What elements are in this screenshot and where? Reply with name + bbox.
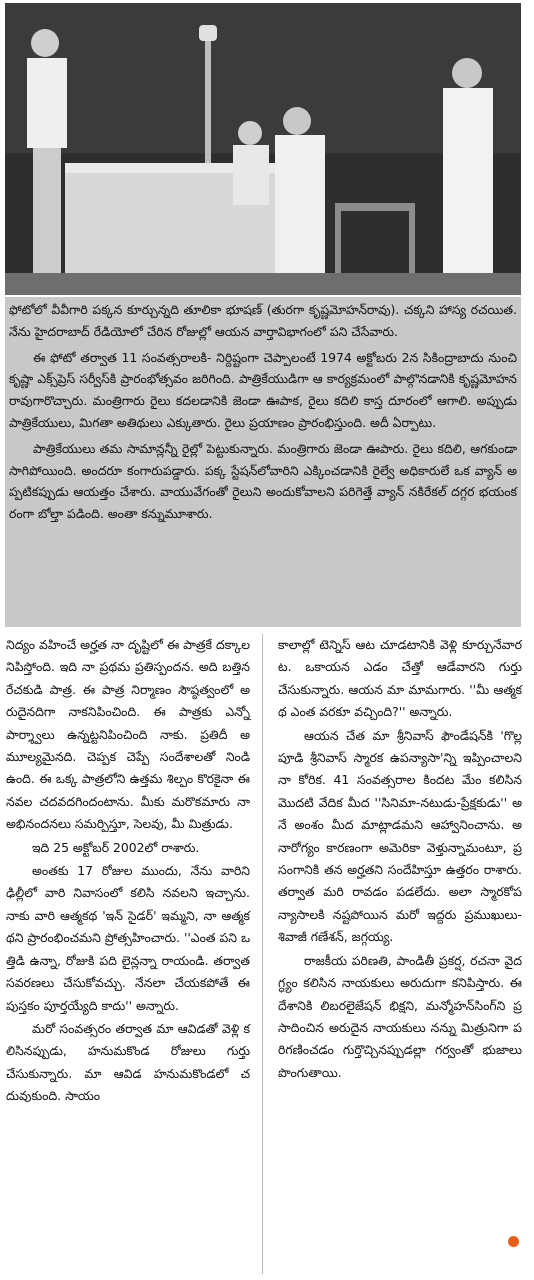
photo-group-on-stage	[5, 3, 521, 295]
caption-paragraph: పాత్రికేయులు తమ సామాన్లన్నీ రైల్లో పెట్టుకున్నారు. మంత్రిగారు జెండా ఊపారు. రైలు కదిలి, ఆగకుండా సాగిపోయింది. అందరూ కంగారుపడ్డారు. పక్క స్టేషన్‌లోవారిని ఎక్కించడానికి రైల్వే అధికారులే ఒక వ్యాన్ అప్పటికప్పుడు ఆయత్తం చేశారు. వాయువేగంతో రైలుని అందుకోవాలని పరిగెత్తే వ్యాన్ నకిరేకల్ దగ్గర భయంకరంగా బోల్తా పడింది. అంతా కన్నుమూశారు.	[9, 440, 517, 522]
left-column	[6, 634, 250, 1109]
body-paragraph: మరో సంవత్సరం తర్వాత మా ఆవిడతో వెళ్లి కలిసినప్పుడు, హనుమకొండ రోజులు గుర్తు చేసుకున్నారు. మా ఆవిడ హనుమకొండలో చదువుకుంది. సాయం	[6, 1020, 250, 1104]
end-of-article-icon	[508, 1236, 519, 1247]
body-paragraph: కాలాల్లో టెన్నిస్ ఆట చూడటానికి వెళ్లి కూర్చునేవారట. ఒకాయన ఎడం చేత్తో ఆడేవారని గుర్తు చేసుకున్నారు. ఆయన మా మామగారు. ''మీ ఆత్మకథ ఎంత వరకూ వచ్చింది?'' అన్నారు.	[278, 637, 522, 720]
body-paragraph: రాజకీయ పరిణతి, పాండితీ ప్రకర్ష, రచనా వైదగ్ధ్యం కలిసిన నాయకులు అరుదుగా కనిపిస్తారు. ఈ దేశానికి లిబరలైజేషన్ భిక్షని, మన్మోహన్‌సింగ్‌ని ప్రసాదించిన అరుదైన నాయకులు నన్ను మిత్రునిగా పరిగణించడం గుర్తొచ్చినప్పుడల్లా గర్వంతో భుజాలు పొంగుతాయి.	[278, 952, 522, 1080]
body-paragraph: నిద్యం వహించే అర్హత నా దృష్టిలో ఈ పాత్రకే దక్కాలనిపిస్తోంది. ఇది నా ప్రథమ ప్రతిస్పందన. అది బత్తిన రేచకుడి పాత్ర. ఈ పాత్ర నిర్మాణం సౌష్ఠత్వంలో అరుదైనదిగా నాకనిపించింది. ఈ పాత్రకు ఎన్నో పార్శ్వాలు ఉన్నట్టనిపించింది నాకు. ప్రతిదీ అమూల్యమైనది. చెప్పక చెప్పే సందేశాలతో నిండి ఉంది. ఈ ఒక్క పాత్రలోని ఉత్తమ శిల్పం కొరకైనా ఈ నవల చదవదగిందంటాను. మీకు మరొకమారు నా అభినందనలు సమర్పిస్తూ, సెలవు, మీ మిత్రుడు.	[6, 637, 250, 832]
right-column	[278, 634, 522, 1085]
photo-illustration	[5, 3, 521, 295]
caption-paragraph: ఫోటోలో వీవీగారి పక్కన కూర్చున్నది తూలికా భూషణ్ (తురగా కృష్ణమోహన్‌రావు). చక్కని హాస్య రచయిత. నేను హైదరాబాద్ రేడియోలో చేరిన రోజుల్లో ఆయన వార్తావిభాగంలో పని చేసేవారు.	[9, 302, 517, 339]
body-paragraph: అంతకు 17 రోజుల ముందు, నేను వారిని ఢిల్లీలో వారి నివాసంలో కలిసి నవలని ఇచ్చాను. నాకు వారి ఆత్మకథ 'ఇన్ సైడర్' ఇమ్మని, నా ఆత్మకథని ప్రారంభించమని ప్రోత్సహించారు. ''ఎంత పని ఒత్తిడి ఉన్నా, రోజుకి పది లైన్లన్నా రాయండి. తర్వాత సవరణలు చేసుకోవచ్చు. నేనలా చేయకపోతే ఈ పుస్తకం పూర్తయ్యేది కాదు'' అన్నారు.	[6, 863, 250, 1013]
body-paragraph: ఆయన చేత మా శ్రీనివాస్ ఫౌండేషన్‌కి 'గొల్లపూడి శ్రీనివాస్ స్మారక ఉపన్యాసా'న్ని ఇప్పించాలని నా కోరిక. 41 సంవత్సరాల కిందట మేం కలిసిన మొదటి వేదిక మీద ''సినిమా-నటుడు-ప్రేక్షకుడు'' అనే అంశం మీద మాట్లాడమని ఆహ్వానించాను. అనారోగ్యం కారణంగా అమెరికా వెళ్తున్నామంటూ, ప్రసంగానికి తన అర్హతని సందేహిస్తూ ఉత్తరం రాశారు. తర్వాత మరి రావడం పడలేదు. అలా స్మారకోపన్యాసాలకి నష్టపోయిన మరో ఇద్దరు ప్రముఖులు-శివాజీ గణేశన్, జగ్గయ్య.	[278, 727, 522, 945]
caption-paragraph: ఈ ఫోటో తర్వాత 11 సంవత్సరాలకి- నిర్దిష్టంగా చెప్పాలంటే 1974 అక్టోబరు 2న సికింద్రాబాదు నుంచి కృష్ణా ఎక్స్‌ప్రెస్ సర్వీస్‌కి ప్రారంభోత్సవం జరిగింది. పాత్రికేయుడిగా ఆ కార్యక్రమంలో పాల్గొనడానికి కృష్ణమోహనరావుగారొచ్చారు. మంత్రిగారు రైలు కదలడానికి జెండా ఊపాక, రైలు కదిలి కాస్త దూరంలో ఆగాలి. అప్పుడు పాత్రికేయులు, మిగతా అతిథులు ఎక్కుతారు. రైలు ప్రయాణం ప్రారంభిస్తుంది. అదీ ఏర్పాటు.	[9, 349, 517, 430]
caption-box	[5, 297, 521, 627]
body-paragraph: ఇది 25 అక్టోబర్ 2002లో రాశారు.	[32, 839, 200, 855]
column-divider	[262, 634, 263, 1274]
